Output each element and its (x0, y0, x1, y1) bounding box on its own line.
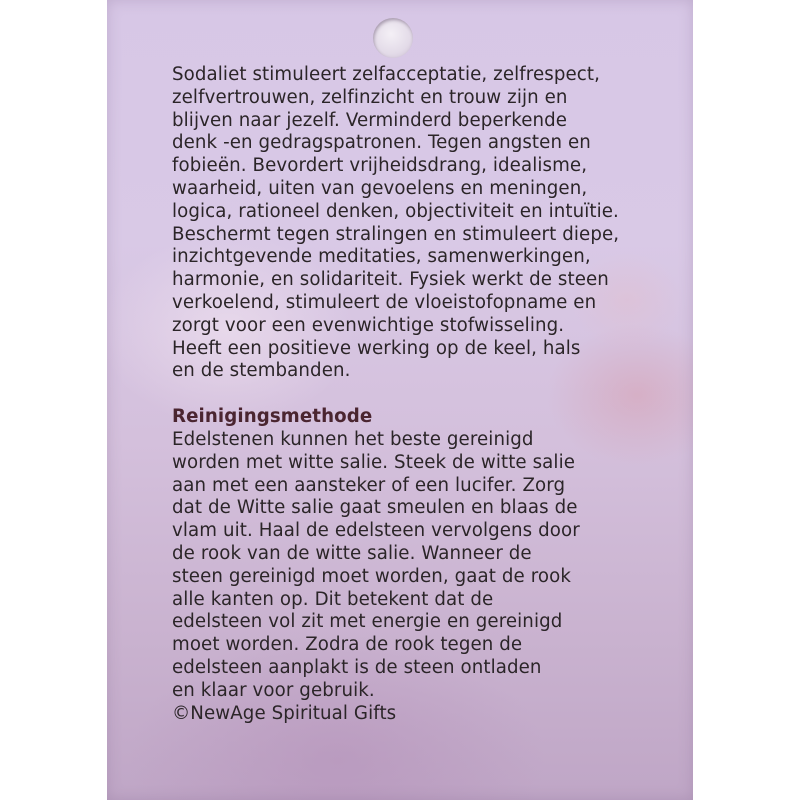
text-line: steen gereinigd moet worden, gaat de rook (172, 565, 571, 587)
text-line: worden met witte salie. Steek de witte salie (172, 451, 576, 473)
card-text (172, 64, 692, 725)
text-line: verkoelend, stimuleert de vloeistofopname en (172, 291, 597, 313)
text-line: edelsteen aanplakt is de steen ontladen (172, 656, 542, 678)
text-line: zorgt voor een evenwichtige stofwisseling. (172, 314, 565, 336)
text-line: denk -en gedragspatronen. Tegen angsten en (172, 132, 591, 154)
text-line: alle kanten op. Dit betekent dat de (172, 588, 494, 610)
text-line: vlam uit. Haal de edelsteen vervolgens door (172, 520, 580, 542)
text-line: Heeft een positieve werking op de keel, hals (172, 337, 581, 359)
cleaning-method-heading: Reinigingsmethode (172, 406, 373, 428)
text-line: blijven naar jezelf. Verminderd beperkende (172, 109, 568, 131)
text-line: edelsteen vol zit met energie en gereinigd (172, 611, 563, 633)
text-line: Edelstenen kunnen het beste gereinigd (172, 428, 534, 450)
text-line: fobieën. Bevordert vrijheidsdrang, idealisme, (172, 155, 588, 177)
copyright-notice: ©NewAge Spiritual Gifts (172, 702, 397, 724)
text-line: moet worden. Zodra de rook tegen de (172, 634, 523, 656)
text-line: aan met een aansteker of een lucifer. Zorg (172, 474, 566, 496)
text-line: zelfvertrouwen, zelfinzicht en trouw zijn en (172, 86, 568, 108)
text-line: harmonie, en solidariteit. Fysiek werkt de steen (172, 269, 609, 291)
text-line: logica, rationeel denken, objectiviteit en intuïtie. (172, 200, 619, 222)
description-paragraph (172, 64, 692, 383)
card-hang-hole (373, 18, 413, 58)
text-line: dat de Witte salie gaat smeulen en blaas de (172, 497, 578, 519)
text-line: waarheid, uiten van gevoelens en meningen, (172, 177, 588, 199)
text-line: en klaar voor gebruik. (172, 679, 375, 701)
text-line: inzichtgevende meditaties, samenwerkingen, (172, 246, 591, 268)
text-line: Sodaliet stimuleert zelfacceptatie, zelfrespect, (172, 64, 600, 85)
info-card (107, 0, 693, 800)
cleaning-method-paragraph (172, 429, 692, 703)
text-line: Beschermt tegen stralingen en stimuleert diepe, (172, 223, 620, 245)
text-line: en de stembanden. (172, 360, 351, 382)
text-line: de rook van de witte salie. Wanneer de (172, 542, 532, 564)
